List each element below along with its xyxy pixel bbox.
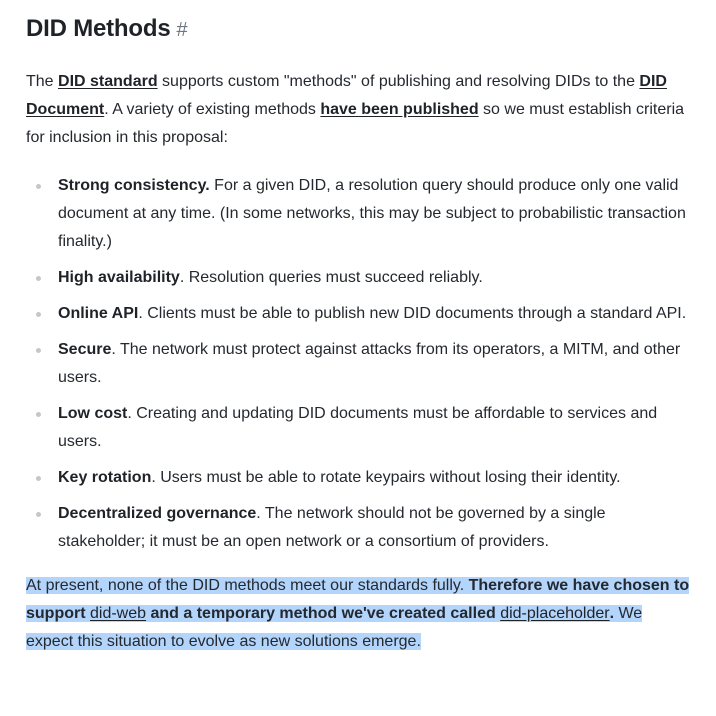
list-item [58,172,690,256]
intro-text-3: . A variety of existing methods [104,101,321,118]
criteria-list [26,172,690,556]
criterion-desc: . Users must be able to rotate keypairs without losing their identity. [151,469,621,486]
criterion-term: Low cost [58,405,128,422]
intro-text-1: The [26,73,59,90]
intro-text-2: supports custom "methods" of publishing and resolving DIDs to the [157,73,640,90]
criterion-desc: . Resolution queries must succeed reliably. [179,269,483,286]
list-item [58,464,690,492]
criterion-desc: . Clients must be able to publish new DID documents through a standard API. [138,305,687,322]
criterion-term: Online API [58,305,139,322]
criterion-term: Secure [58,341,112,358]
intro-text-4: so we must establish criteria for inclusion in this proposal: [26,101,685,146]
list-item [58,400,690,456]
did-document-link[interactable]: DID Document [26,73,667,118]
criterion-desc: . The network must protect against attacks from its operators, a MITM, and other users. [58,341,681,386]
conclusion-paragraph [26,572,690,656]
conclusion-text-2: We expect this situation to evolve as new solutions emerge. [26,605,643,650]
conclusion-bold-3: . [609,605,615,622]
criterion-term: High availability [58,269,180,286]
list-item [58,336,690,392]
page-title [26,0,690,44]
conclusion-bold-2: and a temporary method we've created called [146,605,501,622]
page-title-text: DID Methods [26,15,171,42]
criterion-term: Decentralized governance [58,505,257,522]
heading-anchor-link[interactable]: # [176,19,188,41]
have-been-published-link[interactable]: have been published [320,101,479,118]
criterion-desc: For a given DID, a resolution query should produce only one valid document at any time. (In some networks, this may be subject to probabilistic transaction finality.) [58,177,686,250]
conclusion-bold-1: Therefore we have chosen to support [26,577,690,622]
selected-text-highlight[interactable] [26,577,689,650]
criterion-term: Strong consistency. [58,177,210,194]
did-standard-link[interactable]: DID standard [58,73,158,90]
did-web-link[interactable]: did-web [90,605,147,622]
criterion-term: Key rotation [58,469,152,486]
list-item [58,300,690,328]
criterion-desc: . The network should not be governed by a single stakeholder; it must be an open network or a consortium of providers. [58,505,606,550]
did-placeholder-link[interactable]: did-placeholder [500,605,610,622]
list-item [58,500,690,556]
list-item [58,264,690,292]
conclusion-text-1: At present, none of the DID methods meet our standards fully. [26,577,469,594]
intro-paragraph [26,68,690,152]
criterion-desc: . Creating and updating DID documents must be affordable to services and users. [58,405,658,450]
